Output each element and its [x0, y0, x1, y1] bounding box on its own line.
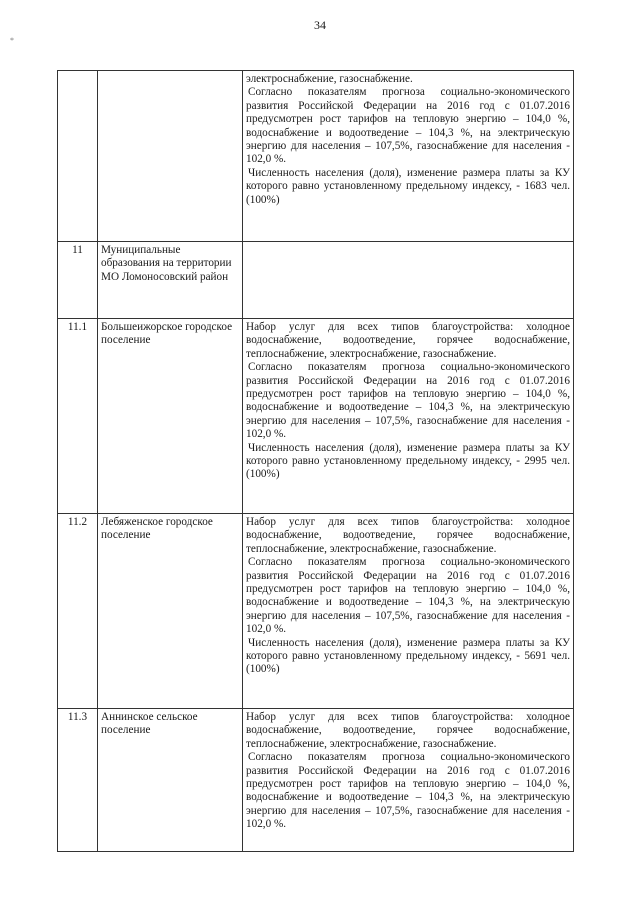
scan-mark: *	[10, 36, 14, 45]
municipality-name-cell	[98, 71, 243, 242]
description-paragraph: Численность населения (доля), изменение размера платы за КУ которого равно установленному предельному индексу, - 5691 чел. (100%)	[246, 636, 570, 676]
table-row	[58, 319, 574, 514]
row-number-cell: 11.3	[58, 709, 98, 852]
description-cell	[243, 319, 574, 514]
description-paragraph: электроснабжение, газоснабжение.	[246, 73, 413, 85]
table-row	[58, 71, 574, 242]
description-paragraph: Набор услуг для всех типов благоустройства: холодное водоснабжение, водоотведение, горячее водоснабжение, теплоснабжение, электроснабжение, газоснабжение.	[246, 711, 570, 750]
table-row	[58, 242, 574, 319]
description-cell	[243, 242, 574, 319]
description-paragraph: Согласно показателям прогноза социально-экономического развития Российской Федерации на 2016 год с 01.07.2016 предусмотрен рост тарифов на тепловую энергию – 104,0 %, водоснабжение и водоотведение – 104,3 %, на электрическую энергию для населения – 107,5%, газоснабжение для населения - 102,0 %.	[246, 86, 570, 166]
municipality-name-cell: Муниципальные образования на территории МО Ломоносовский район	[98, 242, 243, 319]
page-number: 34	[314, 18, 326, 32]
municipality-name-cell: Лебяженское городское поселение	[98, 514, 243, 709]
row-number-cell: 11.2	[58, 514, 98, 709]
description-cell	[243, 709, 574, 852]
description-cell	[243, 514, 574, 709]
description-paragraph: Численность населения (доля), изменение размера платы за КУ которого равно установленному предельному индексу, - 1683 чел. (100%)	[246, 166, 570, 206]
table-row	[58, 514, 574, 709]
row-number-cell	[58, 71, 98, 242]
description-paragraph: Согласно показателям прогноза социально-экономического развития Российской Федерации на 2016 год с 01.07.2016 предусмотрен рост тарифов на тепловую энергию – 104,0 %, водоснабжение и водоотведение – 104,3 %, на электрическую энергию для населения – 107,5%, газоснабжение для населения - 102,0 %.	[246, 751, 570, 831]
description-paragraph: Численность населения (доля), изменение размера платы за КУ которого равно установленному предельному индексу, - 2995 чел. (100%)	[246, 441, 570, 481]
document-table	[57, 70, 574, 852]
description-paragraph: Набор услуг для всех типов благоустройства: холодное водоснабжение, водоотведение, горячее водоснабжение, теплоснабжение, электроснабжение, газоснабжение.	[246, 516, 570, 555]
table-row	[58, 709, 574, 852]
municipality-name-cell: Большеижорское городское поселение	[98, 319, 243, 514]
row-number-cell: 11.1	[58, 319, 98, 514]
description-cell	[243, 71, 574, 242]
row-number-cell: 11	[58, 242, 98, 319]
description-paragraph: Согласно показателям прогноза социально-экономического развития Российской Федерации на 2016 год с 01.07.2016 предусмотрен рост тарифов на тепловую энергию – 104,0 %, водоснабжение и водоотведение – 104,3 %, на электрическую энергию для населения – 107,5%, газоснабжение для населения - 102,0 %.	[246, 361, 570, 441]
description-paragraph: Согласно показателям прогноза социально-экономического развития Российской Федерации на 2016 год с 01.07.2016 предусмотрен рост тарифов на тепловую энергию – 104,0 %, водоснабжение и водоотведение – 104,3 %, на электрическую энергию для населения – 107,5%, газоснабжение для населения - 102,0 %.	[246, 556, 570, 636]
description-paragraph: Набор услуг для всех типов благоустройства: холодное водоснабжение, водоотведение, горячее водоснабжение, теплоснабжение, электроснабжение, газоснабжение.	[246, 321, 570, 360]
municipality-name-cell: Аннинское сельское поселение	[98, 709, 243, 852]
